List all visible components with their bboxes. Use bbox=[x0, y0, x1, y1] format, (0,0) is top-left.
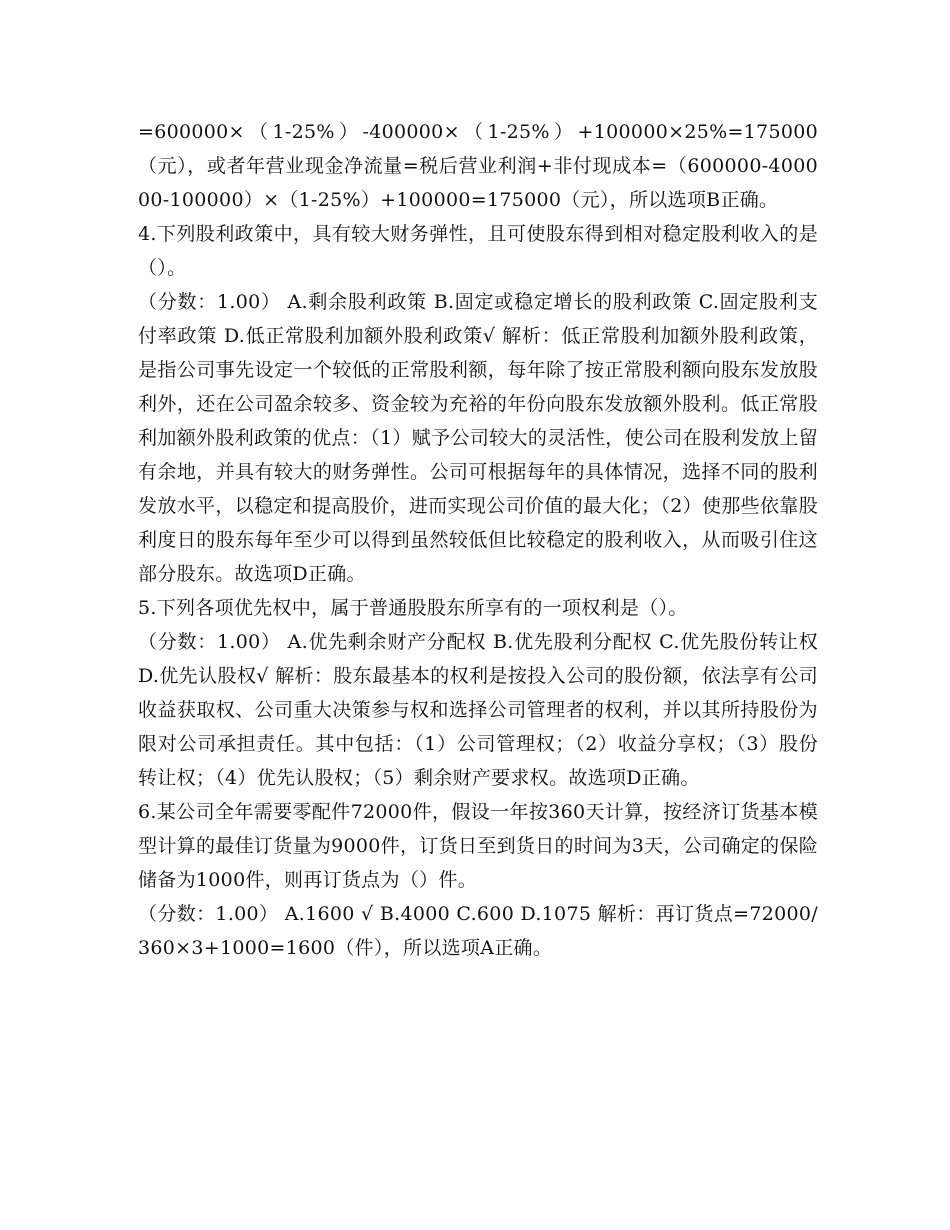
answer-continuation-paragraph: =600000×（1-25%）-400000×（1-25%）+100000×25%=175000（元），或者年营业现金净流量=税后营业利润+非付现成本=（600000-400000-100000）×（1-25%）+100000=175000（元），所以选项B正确。 bbox=[138, 121, 818, 211]
question-4-options-and-analysis: （分数：1.00） A.剩余股利政策 B.固定或稳定增长的股利政策 C.固定股利支付率政策 D.低正常股利加额外股利政策√ 解析：低正常股利加额外股利政策，是指公司事先设定一个较低的正常股利额，每年除了按正常股利额向股东发放股利外，还在公司盈余较多、资金较为充裕的年份向股东发放额外股利。低正常股利加额外股利政策的优点：（1）赋予公司较大的灵活性，使公司在股利发放上留有余地，并具有较大的财务弹性。公司可根据每年的具体情况，选择不同的股利发放水平，以稳定和提高股价，进而实现公司价值的最大化；（2）使那些依靠股利度日的股东每年至少可以得到虽然较低但比较稳定的股利收入，从而吸引住这部分股东。故选项D正确。 bbox=[138, 291, 818, 585]
question-6-stem: 6.某公司全年需要零配件72000件，假设一年按360天计算，按经济订货基本模型计算的最佳订货量为9000件，订货日至到货日的时间为3天，公司确定的保险储备为1000件，则再订货点为（）件。 bbox=[138, 801, 818, 891]
question-6-options-and-analysis: （分数：1.00） A.1600 √ B.4000 C.600 D.1075 解析：再订货点=72000/360×3+1000=1600（件），所以选项A正确。 bbox=[138, 903, 818, 959]
question-5-options-and-analysis: （分数：1.00） A.优先剩余财产分配权 B.优先股利分配权 C.优先股份转让权 D.优先认股权√ 解析：股东最基本的权利是按投入公司的股份额，依法享有公司收益获取权、公司重大决策参与权和选择公司管理者的权利，并以其所持股份为限对公司承担责任。其中包括：（1）公司管理权；（2）收益分享权；（3）股份转让权；（4）优先认股权；（5）剩余财产要求权。故选项D正确。 bbox=[138, 631, 818, 789]
question-4-stem: 4.下列股利政策中，具有较大财务弹性，且可使股东得到相对稳定股利收入的是（）。 bbox=[138, 223, 818, 279]
document-page bbox=[138, 115, 818, 965]
question-5-stem: 5.下列各项优先权中，属于普通股股东所享有的一项权利是（）。 bbox=[138, 597, 688, 619]
